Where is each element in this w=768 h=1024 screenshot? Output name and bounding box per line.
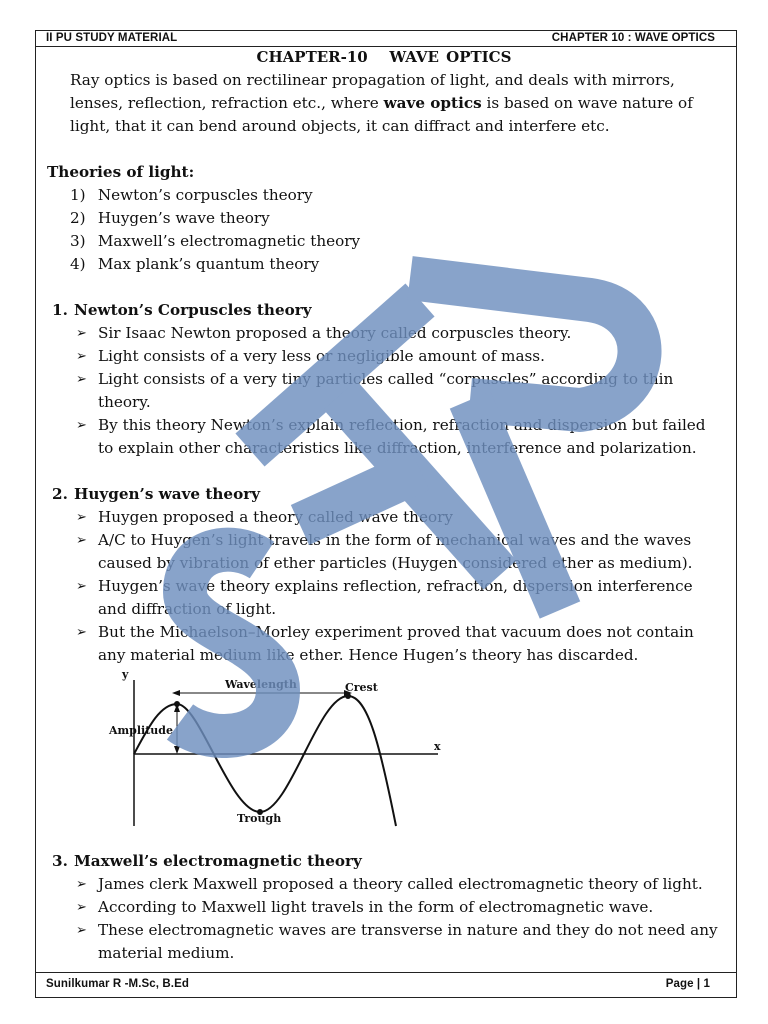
section-heading-newton [52, 301, 312, 319]
arrow-bullet-icon: ➢ [76, 877, 87, 892]
sine-wave [134, 696, 396, 826]
arrow-bullet-icon: ➢ [76, 326, 87, 341]
wavelength-label: Wavelength [225, 678, 297, 691]
section-title: Huygen’s wave theory [74, 485, 261, 503]
footer-divider [35, 972, 737, 973]
list-item-text: Huygen’s wave theory [97, 209, 270, 227]
amplitude-label: Amplitude [109, 724, 173, 737]
list-item-text: Maxwell’s electromagnetic theory [97, 232, 361, 250]
section-number: 3. [52, 852, 68, 870]
wave-diagram [100, 666, 460, 831]
bullet-item [76, 506, 721, 529]
theories-list [70, 184, 360, 276]
trough-label: Trough [237, 812, 282, 825]
section-heading-huygen [52, 485, 260, 503]
arrow-bullet-icon: ➢ [76, 579, 87, 594]
intro-bold-term: wave optics [383, 94, 482, 112]
bullet-text: But the Michaelson–Morley experiment proved that vacuum does not contain any material medium like ether. Hence Hugen’s theory has discarded. [98, 623, 694, 664]
section-title: Newton’s Corpuscles theory [74, 301, 312, 319]
bullet-text: Light consists of a very less or negligible amount of mass. [98, 347, 545, 365]
list-item [70, 230, 360, 253]
bullet-item [76, 873, 721, 896]
footer-page-number: Page | 1 [665, 978, 710, 990]
list-item [70, 253, 360, 276]
page-title: CHAPTER-10 WAVE OPTICS [256, 48, 512, 66]
bullet-item [76, 529, 721, 575]
section-number: 1. [52, 301, 68, 319]
bullet-item [76, 621, 721, 667]
intro-paragraph [70, 69, 710, 138]
bullet-text: Huygen’s wave theory explains reflection, refraction, dispersion interference and diffraction of light. [98, 577, 693, 618]
bullet-text: Huygen proposed a theory called wave theory [98, 508, 453, 526]
footer-author: Sunilkumar R -M.Sc, B.Ed [46, 978, 189, 990]
bullet-text: James clerk Maxwell proposed a theory called electromagnetic theory of light. [98, 875, 703, 893]
list-item-number: 2) [70, 209, 86, 227]
bullet-list-huygen [76, 506, 721, 667]
header-right-text: CHAPTER 10 : WAVE OPTICS [551, 32, 715, 44]
intro-text-2: is based on wave nature of light, that it can bend around objects, it can diffract and interfere etc. [70, 94, 693, 135]
header-divider [35, 46, 737, 47]
wavelength-arrow-left [172, 690, 180, 696]
arrow-bullet-icon: ➢ [76, 625, 87, 640]
bullet-list-maxwell [76, 873, 721, 965]
list-item-text: Max plank’s quantum theory [97, 255, 320, 273]
y-axis-label: y [122, 668, 129, 681]
list-item-number: 1) [70, 186, 86, 204]
list-item [70, 207, 360, 230]
bullet-text: Sir Isaac Newton proposed a theory called corpuscles theory. [98, 324, 572, 342]
bullet-item [76, 345, 721, 368]
bullet-item [76, 322, 721, 345]
list-item-number: 3) [70, 232, 86, 250]
arrow-bullet-icon: ➢ [76, 418, 87, 433]
section-number: 2. [52, 485, 68, 503]
bullet-item [76, 368, 721, 414]
crest-point-1 [174, 701, 180, 707]
bullet-item [76, 919, 721, 965]
arrow-bullet-icon: ➢ [76, 510, 87, 525]
bullet-text: By this theory Newton’s explain reflection, refraction and dispersion but failed to explain other characteristics like diffraction, interference and polarization. [98, 416, 706, 457]
arrow-bullet-icon: ➢ [76, 372, 87, 387]
intro-text-1: Ray optics is based on rectilinear propagation of light, and deals with mirrors, lenses, reflection, refraction etc., where [70, 71, 675, 112]
bullet-item [76, 414, 721, 460]
header-left-text: II PU STUDY MATERIAL [46, 32, 178, 44]
bullet-item [76, 575, 721, 621]
bullet-text: A/C to Huygen’s light travels in the form of mechanical waves and the waves caused by vibration of ether particles (Huygen considered ether as medium). [98, 531, 693, 572]
list-item [70, 184, 360, 207]
list-item-text: Newton’s corpuscles theory [97, 186, 313, 204]
bullet-text: According to Maxwell light travels in the form of electromagnetic wave. [98, 898, 654, 916]
arrow-bullet-icon: ➢ [76, 533, 87, 548]
bullet-text: These electromagnetic waves are transverse in nature and they do not need any material medium. [98, 921, 718, 962]
amplitude-arrow-down [174, 746, 180, 754]
arrow-bullet-icon: ➢ [76, 923, 87, 938]
bullet-list-newton [76, 322, 721, 460]
bullet-item [76, 896, 721, 919]
arrow-bullet-icon: ➢ [76, 349, 87, 364]
arrow-bullet-icon: ➢ [76, 900, 87, 915]
x-axis-label: x [434, 740, 441, 753]
theories-heading: Theories of light: [47, 163, 195, 181]
bullet-text: Light consists of a very tiny particles called “corpuscles” according to thin theory. [98, 370, 674, 411]
list-item-number: 4) [70, 255, 86, 273]
section-heading-maxwell [52, 852, 362, 870]
crest-label: Crest [345, 681, 378, 694]
section-title: Maxwell’s electromagnetic theory [74, 852, 362, 870]
